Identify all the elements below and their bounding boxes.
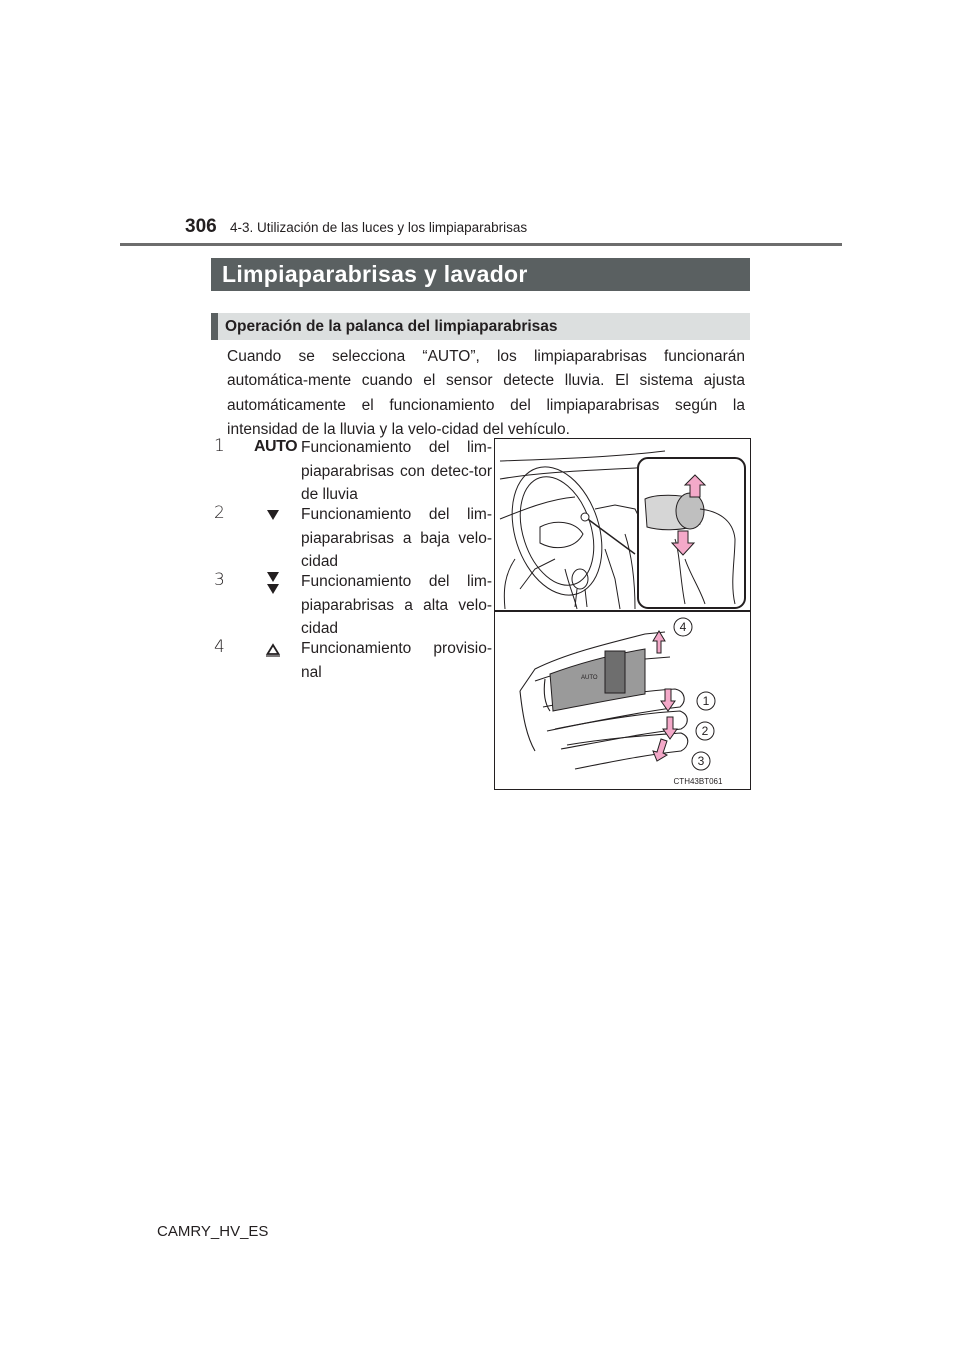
- callout-3: 3: [697, 754, 705, 768]
- temporary-icon: [254, 637, 298, 663]
- page-number: 306: [185, 216, 217, 237]
- subsection-accent: [211, 313, 218, 340]
- item-description: Funcionamiento del lim-piaparabrisas a baja velo-cidad: [301, 506, 492, 570]
- item-description: Funcionamiento del lim-piaparabrisas con detec-tor de lluvia: [301, 439, 492, 503]
- list-item-temporary: [214, 637, 492, 687]
- callout-1: 1: [702, 694, 710, 708]
- list-item-auto: [214, 436, 492, 506]
- wiper-lever-illustration: [494, 438, 751, 790]
- callout-2: 2: [701, 724, 709, 738]
- item-description: Funcionamiento del lim-piaparabrisas a alta velo-cidad: [301, 573, 492, 637]
- section-title: Limpiaparabrisas y lavador: [222, 261, 528, 287]
- list-item-high-speed: [214, 570, 492, 640]
- callout-4: 4: [679, 620, 687, 634]
- footer-model-code: CAMRY_HV_ES: [157, 1223, 269, 1240]
- auto-icon: AUTO: [254, 438, 298, 455]
- breadcrumb: 4-3. Utilización de las luces y los limpiaparabrisas: [230, 220, 528, 235]
- lever-auto-label: AUTO: [581, 675, 598, 681]
- item-number: 4: [214, 637, 225, 657]
- low-speed-icon: [254, 503, 298, 529]
- high-speed-icon: [254, 570, 298, 596]
- subsection-title: Operación de la palanca del limpiaparabrisas: [225, 318, 558, 335]
- intro-paragraph: Cuando se selecciona “AUTO”, los limpiaparabrisas funcionarán automática-mente cuando el sensor detecte lluvia. El sistema ajusta automáticamente el funcionamiento del limpiaparabrisas según la intensidad de la lluvia y la velo-cidad del vehículo.: [227, 348, 745, 439]
- item-number: 3: [214, 570, 225, 590]
- item-number: 1: [214, 436, 225, 456]
- illustration-drawing: [495, 439, 750, 789]
- illustration-code: CTH43BT061: [673, 777, 723, 786]
- item-description: Funcionamiento provisio-nal: [301, 640, 492, 681]
- header-divider: [120, 243, 842, 246]
- item-number: 2: [214, 503, 225, 523]
- list-item-low-speed: [214, 503, 492, 573]
